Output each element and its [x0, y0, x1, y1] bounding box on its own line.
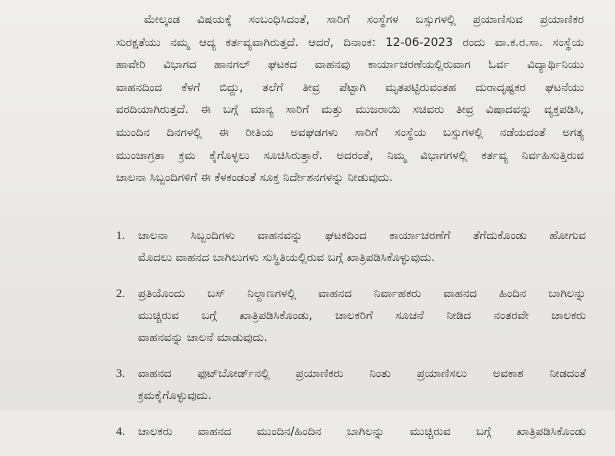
instruction-list	[116, 224, 586, 456]
list-item-line: ಮುಚ್ಚಿರುವ ಬಗ್ಗೆ ಖಾತ್ರಿಪಡಿಸಿಕೊಂಡು, ಚಾಲಕರಿಗೆ ಸೂಚನೆ ನೀಡಿದ ನಂತರವೇ ಚಾಲಕರು	[138, 308, 586, 322]
list-item	[116, 362, 586, 406]
list-item-number: 4.	[116, 424, 125, 438]
paragraph-line: ವಾಹನದಿಂದ ಕೆಳಗೆ ಬಿದ್ದು, ತಲೆಗೆ ತೀವ್ರ ಪೆಟ್ಟಾಗಿ ಮೃತಪಟ್ಟಿರುವಂತಹ ದುರಾದೃಷ್ಟಕರ ಘಟನೆಯು	[116, 79, 584, 94]
paragraph-line: ಚಾಲನಾ ಸಿಬ್ಬಂದಿಗಳಿಗೆ ಈ ಕೆಳಕಂಡಂತೆ ಸೂಕ್ತ ನಿರ್ದೇಶನಗಳನ್ನು ನೀಡುವುದು.	[116, 170, 393, 185]
list-item-line: ಚಾಲಕರು ವಾಹನದ ಮುಂದಿನ/ಹಿಂದಿನ ಬಾಗಿಲನ್ನು ಮುಚ್ಚಿರುವ ಬಗ್ಗೆ ಖಾತ್ರಿಪಡಿಸಿಕೊಂಡು	[138, 424, 586, 438]
list-item	[116, 420, 586, 442]
paragraph-line: ಮುಂದಿನ ದಿನಗಳಲ್ಲಿ ಈ ರೀತಿಯ ಅವಘಡಗಳು ಸಾರಿಗೆ ಸಂಸ್ಥೆಯ ಬಸ್ಸುಗಳಲ್ಲಿ ನಡೆಯದಂತೆ ಅಗತ್ಯ	[116, 124, 584, 139]
list-item	[116, 282, 586, 348]
paragraph-line: ಹಾವೇರಿ ವಿಭಾಗದ ಹಾನಗಲ್ ಘಟಕದ ವಾಹನವು ಕಾರ್ಯಾಚರಣೆಯಲ್ಲಿರುವಾಗ ಓರ್ವ ವಿದ್ಯಾರ್ಥಿನಿಯು	[116, 57, 584, 72]
list-item-line: ಚಾಲನಾ ಸಿಬ್ಬಂದಿಗಳು ವಾಹನವನ್ನು ಘಟಕದಿಂದ ಕಾರ್ಯಾಚರಣೆಗೆ ತೆಗೆದುಕೊಂಡು ಹೋಗುವ	[138, 228, 586, 242]
paragraph-line: ಸುರಕ್ಷತೆಯು ನಮ್ಮ ಆದ್ಯ ಕರ್ತವ್ಯವಾಗಿರುತ್ತದೆ. ಆದರೆ, ದಿನಾಂಕ: 12-06-2023 ರಂದು ವಾ.ಕ.ರ.ಸಾ. ಸಂಸ್ಥೆಯ	[116, 34, 584, 49]
list-item-number: 3.	[116, 366, 125, 380]
paragraph-line: ಮೇಲ್ಕಂಡ ವಿಷಯಕ್ಕೆ ಸಂಬಂಧಿಸಿದಂತೆ, ಸಾರಿಗೆ ಸಂಸ್ಥೆಗಳ ಬಸ್ಸುಗಳಲ್ಲಿ ಪ್ರಯಾಣಿಸುವ ಪ್ರಯಾಣಿಕರ	[144, 12, 584, 26]
list-item-number: 1.	[116, 228, 125, 242]
paragraph-line: ಮುಂಜಾಗ್ರತಾ ಕ್ರಮ ಕೈಗೊಳ್ಳಲು ಸೂಚಿಸಿರುತ್ತಾರೆ. ಅದರಂತೆ, ನಿಮ್ಮ ವಿಭಾಗಗಳಲ್ಲಿ ಕರ್ತವ್ಯ ನಿರ್ವಹಿಸುತ್ತಿರುವ	[116, 147, 584, 162]
intro-paragraph	[116, 8, 584, 189]
paragraph-line: ವರದಿಯಾಗಿರುತ್ತದೆ. ಈ ಬಗ್ಗೆ ಮಾನ್ಯ ಸಾರಿಗೆ ಮತ್ತು ಮುಜರಾಯಿ ಸಚಿವರು ತೀವ್ರ ವಿಷಾದವನ್ನು ವ್ಯಕ್ತಪಡಿಸಿ,	[116, 102, 584, 117]
list-item-line: ಪ್ರತಿಯೊಂದು ಬಸ್ ನಿಲ್ದಾಣಗಳಲ್ಲಿ ವಾಹನದ ನಿರ್ವಾಹಕರು ವಾಹನದ ಹಿಂದಿನ ಬಾಗಿಲನ್ನು	[138, 286, 586, 300]
list-item-line: ವಾಹನವನ್ನು ಚಾಲನೆ ಮಾಡುವುದು.	[138, 330, 268, 344]
list-item	[116, 224, 586, 268]
list-item-line: ಕ್ರಮಕೈಗೊಳ್ಳುವುದು.	[138, 388, 212, 402]
list-item-line: ಮೊದಲು ವಾಹನದ ಬಾಗಿಲುಗಳು ಸುಸ್ಥಿತಿಯಲ್ಲಿರುವ ಬಗ್ಗೆ ಖಾತ್ರಿಪಡಿಸಿಕೊಳ್ಳುವುದು.	[138, 250, 435, 264]
list-item-line: ವಾಹನದ ಫುಟ್‌ಬೋರ್ಡ್‌ನಲ್ಲಿ ಪ್ರಯಾಣಿಕರು ನಿಂತು ಪ್ರಯಾಣಿಸಲು ಅವಕಾಶ ನೀಡದಂತೆ	[138, 366, 586, 380]
list-item-number: 2.	[116, 286, 125, 300]
